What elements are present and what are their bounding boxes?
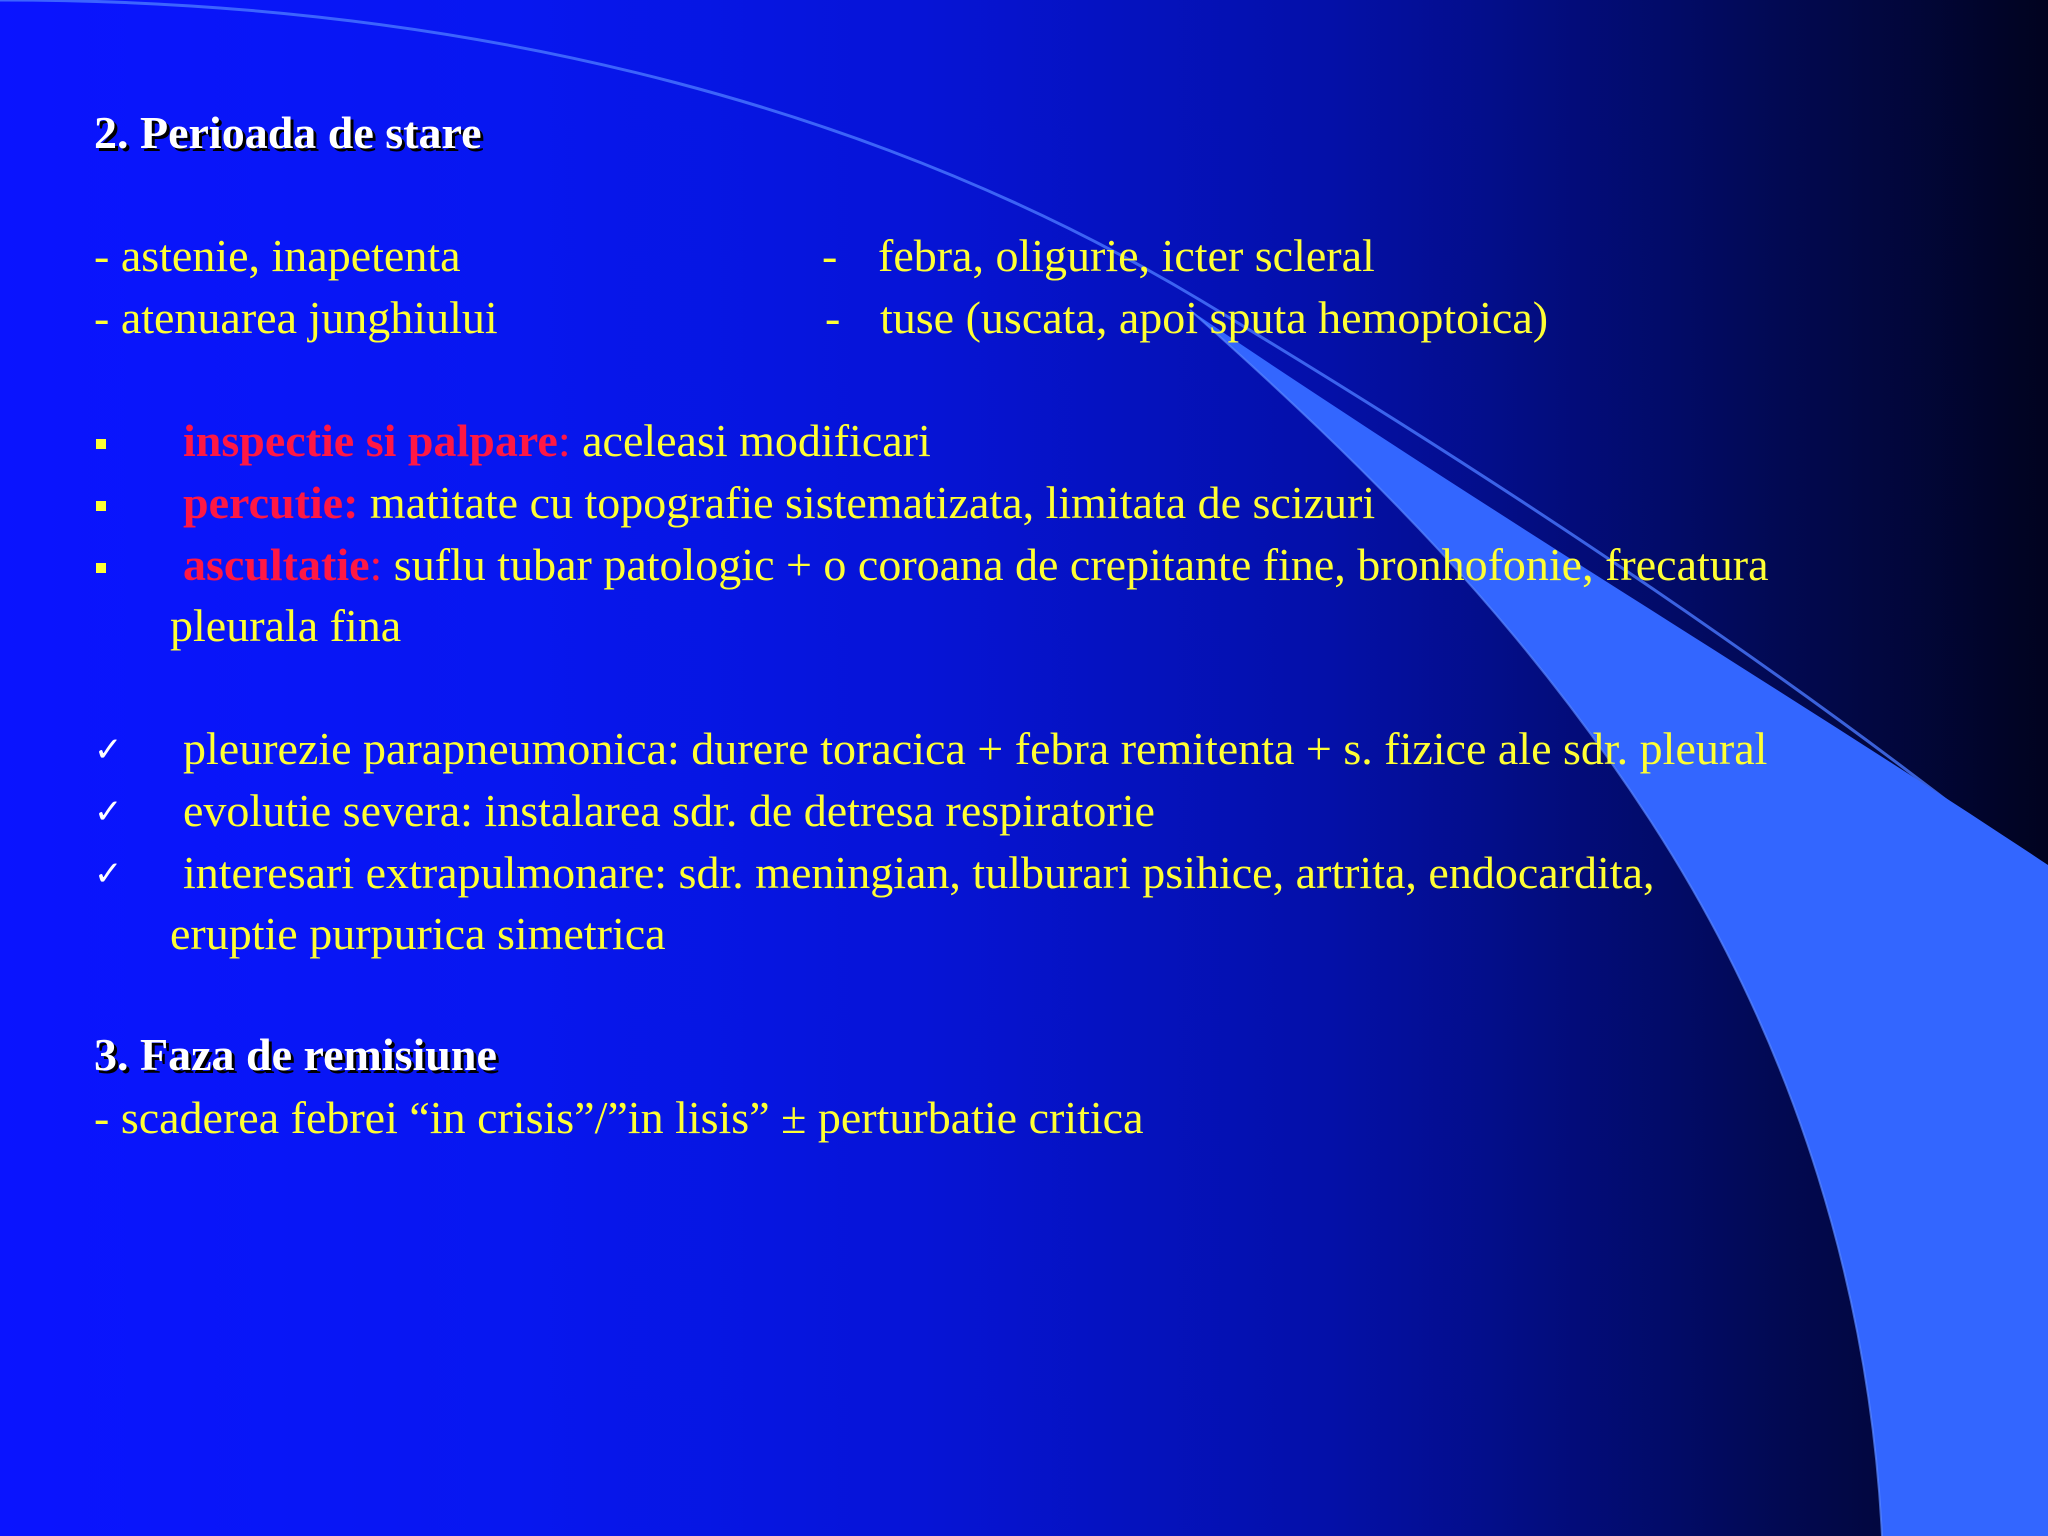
exam-item-ascultatie-continuation: pleurala fina	[170, 600, 402, 651]
square-bullet-icon	[96, 439, 106, 449]
square-bullet-icon	[96, 563, 106, 573]
check-icon: ✓	[94, 854, 123, 894]
complication-extrapulmonare: interesari extrapulmonare: sdr. meningian, tulburari psihice, artrita, endocardita,	[183, 847, 1655, 898]
heading-perioada-de-stare: 2. Perioada de stare	[94, 107, 482, 158]
symptom-right-dash-2: -	[825, 292, 841, 343]
symptom-right-dash-1: -	[822, 230, 838, 281]
exam-text: aceleasi modificari	[570, 415, 931, 466]
exam-item-inspectie	[183, 415, 931, 466]
complication-pleurezie: pleurezie parapneumonica: durere toracica + febra remitenta + s. fizice ale sdr. pleural	[183, 723, 1768, 774]
symptom-right-2: tuse (uscata, apoi sputa hemoptoica)	[880, 292, 1549, 343]
exam-term: ascultatie	[183, 539, 370, 590]
symptom-right-1: febra, oligurie, icter scleral	[878, 230, 1375, 281]
complication-extrapulmonare-continuation: eruptie purpurica simetrica	[170, 908, 666, 959]
exam-text: matitate cu topografie sistematizata, limitata de scizuri	[358, 477, 1376, 528]
check-icon: ✓	[94, 730, 123, 770]
symptom-left-2: - atenuarea junghiului	[94, 292, 498, 343]
check-icon: ✓	[94, 792, 123, 832]
symptom-left-1: - astenie, inapetenta	[94, 230, 461, 281]
exam-sep: :	[369, 539, 383, 590]
exam-term: inspectie si palpare	[183, 415, 558, 466]
exam-sep: :	[557, 415, 571, 466]
complication-evolutie: evolutie severa: instalarea sdr. de detresa respiratorie	[183, 785, 1155, 836]
square-bullet-icon	[96, 501, 106, 511]
exam-term: percutie:	[183, 477, 359, 528]
exam-item-percutie	[183, 477, 1376, 528]
exam-item-ascultatie	[183, 539, 1769, 590]
heading-faza-de-remisiune: 3. Faza de remisiune	[94, 1029, 497, 1080]
exam-text: suflu tubar patologic + o coroana de crepitante fine, bronhofonie, frecatura	[382, 539, 1769, 590]
remisiune-line: - scaderea febrei “in crisis”/”in lisis” ± perturbatie critica	[94, 1092, 1144, 1143]
